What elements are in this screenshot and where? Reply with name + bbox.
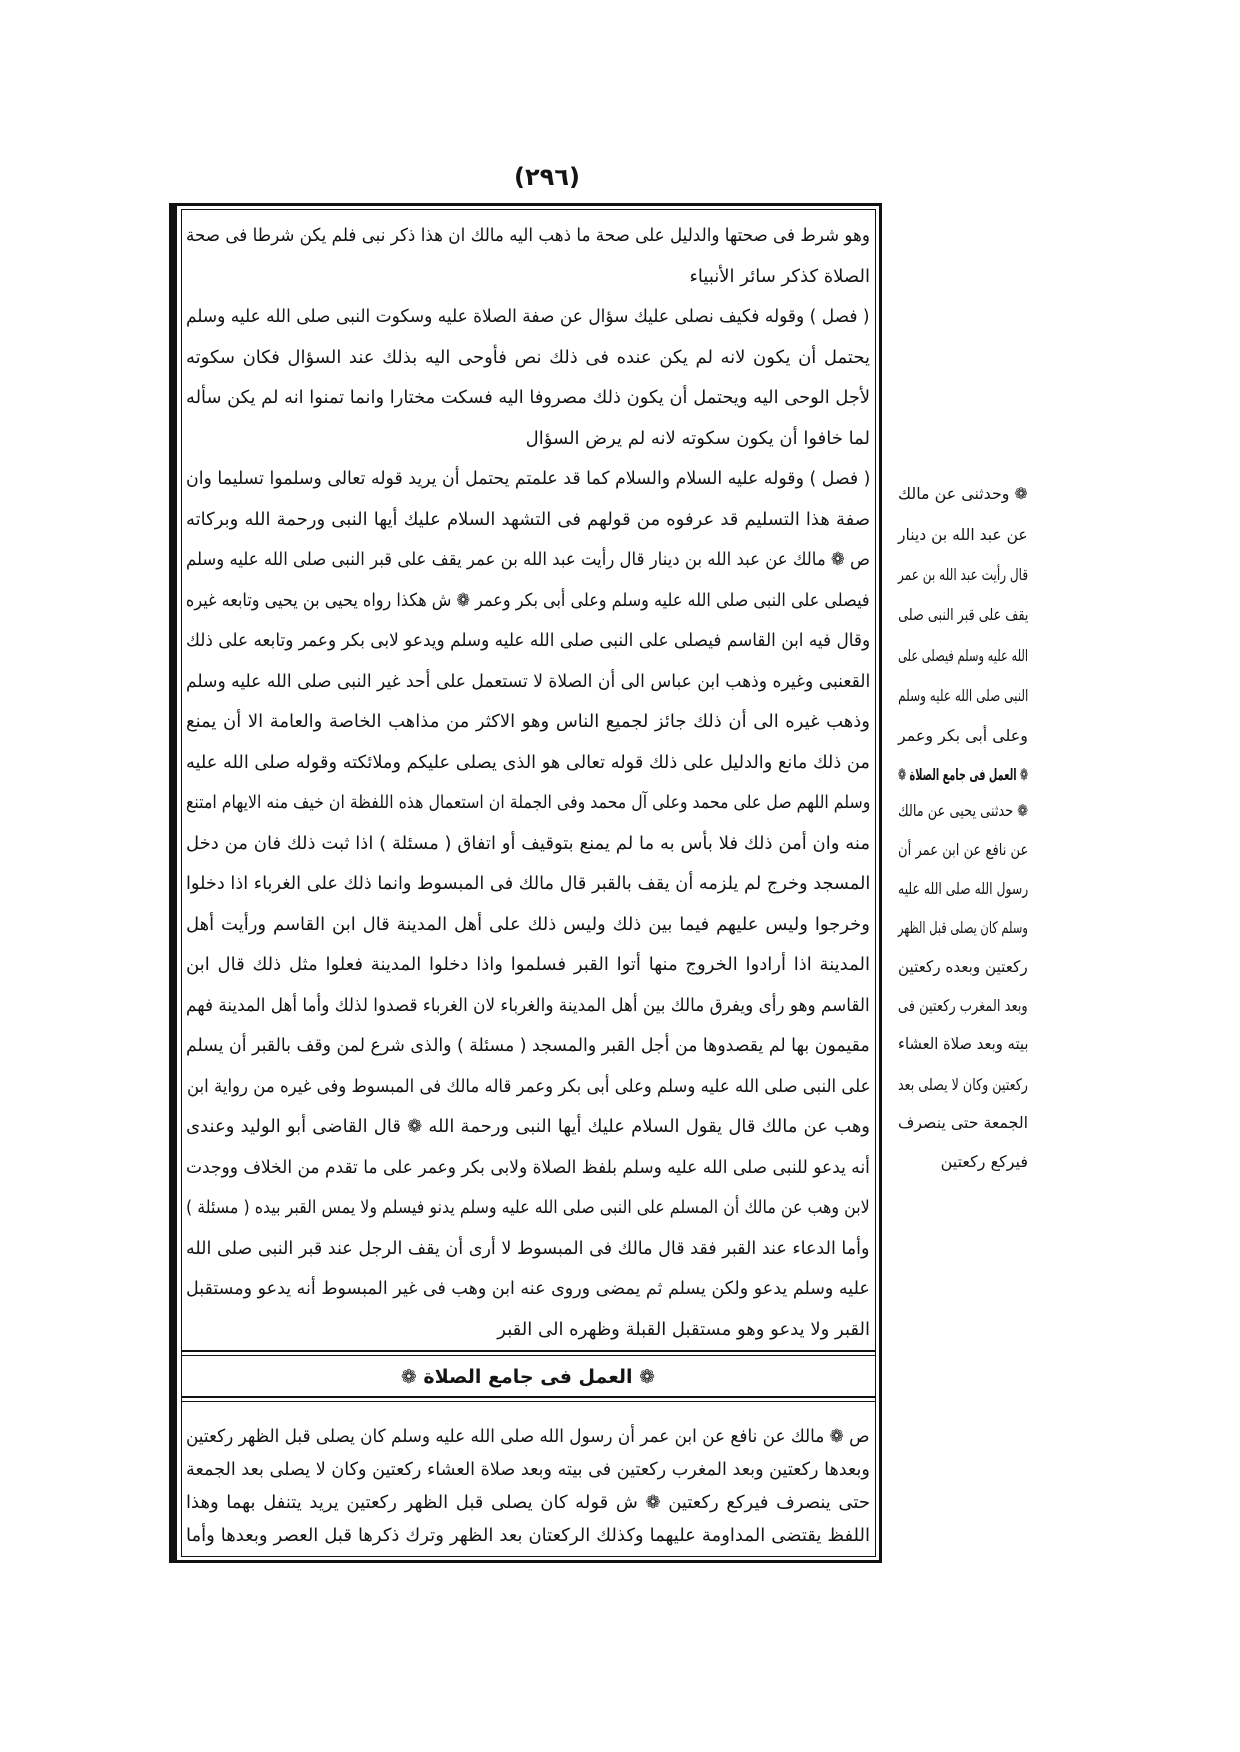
commentary-line-text: وأما الدعاء عند القبر فقد قال مالك فى المبسوط لا أرى أن يقف الرجل عند قبر النبى صلى الله <box>186 1238 870 1259</box>
commentary-line <box>186 1232 870 1266</box>
commentary-line <box>186 1455 870 1485</box>
commentary-line-text: على النبى صلى الله عليه وسلم وعلى أبى بكر وعمر قاله مالك فى المبسوط وفى غيره من رواية ابن <box>186 1076 870 1097</box>
margin-line-text: وبعد المغرب ركعتين فى <box>898 996 1028 1015</box>
margin-line <box>898 559 1028 591</box>
commentary-line-text: وبعدها ركعتين وبعد المغرب ركعتين فى بيته وبعد صلاة العشاء ركعتين وكان لا يصلى بعد الجمعة <box>186 1459 870 1480</box>
commentary-line-text: لأجل الوحى اليه ويحتمل أن يكون ذلك مصروفا اليه فسكت مختارا وانما تمنوا انه لم يكن سأله <box>185 387 870 408</box>
margin-line-text: ركعتين وكان لا يصلى بعد <box>898 1075 1028 1094</box>
margin-line-text: وعلى أبى بكر وعمر <box>898 726 1028 745</box>
commentary-line <box>186 219 870 253</box>
margin-line <box>898 1069 1028 1101</box>
margin-line-text: بيته وبعد صلاة العشاء <box>897 1034 1028 1053</box>
commentary-line <box>186 827 870 861</box>
margin-heading-text: ❁ العمل فى جامع الصلاة ❁ <box>897 765 1028 784</box>
commentary-line-text: وخرجوا وليس عليهم فيما بين ذلك وليس ذلك على أهل المدينة قال ابن القاسم ورأيت أهل <box>186 914 870 935</box>
commentary-line-text: لما خافوا أن يكون سكوته لانه لم يرض السؤال <box>525 428 870 449</box>
commentary-line <box>186 1272 870 1306</box>
commentary-line <box>186 746 870 780</box>
margin-line-text: عن عبد الله بن دينار <box>898 525 1028 544</box>
commentary-line <box>186 1151 870 1185</box>
commentary-line <box>186 989 870 1023</box>
commentary-line-text: ( فصل ) وقوله فكيف نصلى عليك سؤال عن صفة الصلاة عليه وسكوت النبى صلى الله عليه وسلم <box>186 306 870 327</box>
commentary-line-text: المسجد وخرج لم يلزمه أن يقف بالقبر قال مالك فى المبسوط وانما ذلك على الغرباء اذا دخلوا <box>185 873 870 894</box>
commentary-line <box>186 1070 870 1104</box>
margin-line <box>898 834 1028 866</box>
commentary-line-text: صفة هذا التسليم قد عرفوه من قولهم فى التشهد السلام عليك أيها النبى ورحمة الله وبركاته <box>186 509 870 530</box>
commentary-line <box>186 1191 870 1225</box>
commentary-line <box>186 867 870 901</box>
commentary-line-text: وهب عن مالك قال يقول السلام عليك أيها النبى ورحمة الله ❁ قال القاضى أبو الوليد وعندى <box>186 1116 870 1137</box>
commentary-line-text: فيصلى على النبى صلى الله عليه وسلم وعلى أبى بكر وعمر ❁ ش هكذا رواه يحيى بن يحيى وتابعه غيره <box>186 590 870 611</box>
commentary-line <box>186 462 870 496</box>
commentary-line <box>186 624 870 658</box>
commentary-line-text: القعنبى وغيره وذهب ابن عباس الى أن الصلاة لا تستعمل على أحد غير النبى صلى الله عليه وسلم <box>185 671 870 692</box>
margin-line <box>898 519 1028 551</box>
commentary-line-text: ( فصل ) وقوله عليه السلام والسلام كما قد علمتم يحتمل أن يريد قوله تعالى وسلموا تسليما وان <box>185 468 870 489</box>
margin-line-text: الله عليه وسلم فيصلى على <box>897 646 1028 665</box>
margin-line <box>898 478 1028 510</box>
commentary-line <box>186 260 870 294</box>
commentary-line-text: أنه يدعو للنبى صلى الله عليه وسلم بلفظ الصلاة ولابى بكر وعمر على ما تقدم من الخلاف ووجدت <box>186 1157 870 1178</box>
commentary-line-text: عليه وسلم يدعو ولكن يسلم ثم يمضى وروى عنه ابن وهب فى غير المبسوط أنه يدعو ومستقبل <box>186 1278 870 1299</box>
commentary-line-text: ص ❁ مالك عن نافع عن ابن عمر أن رسول الله صلى الله عليه وسلم كان يصلى قبل الظهر ركعتين <box>186 1426 870 1447</box>
commentary-line <box>186 543 870 577</box>
commentary-line-text: اللفظ يقتضى المداومة عليهما وكذلك الركعتان بعد الظهر وترك ذكرها قبل العصر وبعدها وأما <box>186 1525 870 1546</box>
commentary-line <box>186 665 870 699</box>
margin-line-text: الجمعة حتى ينصرف <box>898 1113 1028 1132</box>
commentary-line <box>186 1488 870 1518</box>
margin-section-heading <box>898 759 1028 791</box>
margin-line-text: فيركع ركعتين <box>940 1152 1028 1171</box>
commentary-line-text: المدينة اذا أرادوا الخروج منها أتوا القبر فسلموا واذا دخلوا المدينة فعلوا مثل ذلك قال ابن <box>186 954 870 975</box>
section-rule-bottom <box>181 1396 876 1402</box>
margin-line <box>898 680 1028 712</box>
margin-line-text: وسلم كان يصلى قبل الظهر <box>898 918 1028 937</box>
margin-line-text: النبى صلى الله عليه وسلم <box>897 686 1028 705</box>
margin-line-text: ❁ حدثنى يحيى عن مالك <box>897 801 1028 820</box>
margin-line <box>898 640 1028 672</box>
margin-line-text: يقف على قبر النبى صلى <box>897 605 1028 624</box>
commentary-line <box>186 705 870 739</box>
commentary-line <box>186 948 870 982</box>
margin-line-text: قال رأيت عبد الله بن عمر <box>897 565 1028 584</box>
commentary-line <box>186 1313 870 1347</box>
margin-line <box>898 720 1028 752</box>
page-number: (٢٩٦) <box>514 163 580 191</box>
section-rule-top <box>181 1350 876 1356</box>
margin-line-text: ❁ وحدثنى عن مالك <box>898 484 1028 503</box>
section-heading: ❁ العمل فى جامع الصلاة ❁ <box>400 1366 656 1388</box>
commentary-line <box>186 300 870 334</box>
commentary-line-text: وذهب غيره الى أن ذلك جائز لجميع الناس وهو الاكثر من مذاهب الخاصة والعامة الا أن يمنع <box>186 711 870 732</box>
commentary-line-text: وقال فيه ابن القاسم فيصلى على النبى صلى الله عليه وسلم ويدعو لابى بكر وعمر وتابعه على ذلك <box>185 630 870 651</box>
commentary-line-text: وهو شرط فى صحتها والدليل على صحة ما ذهب اليه مالك ان هذا ذكر نبى فلم يكن شرطا فى صحة <box>186 225 870 246</box>
margin-line-text: عن نافع عن ابن عمر أن <box>897 840 1028 859</box>
commentary-line <box>186 381 870 415</box>
margin-line <box>898 1028 1028 1060</box>
margin-line <box>898 1107 1028 1139</box>
commentary-line-text: منه وان أمن ذلك فلا بأس به ما لم يمنع بتوقيف أو اتفاق ( مسئلة ) اذا ثبت ذلك فان من دخل <box>186 833 870 854</box>
margin-line <box>898 795 1028 827</box>
commentary-line-text: حتى ينصرف فيركع ركعتين ❁ ش قوله كان يصلى قبل الظهر ركعتين يريد يتنفل بهما وهذا <box>186 1492 870 1513</box>
commentary-line <box>186 422 870 456</box>
commentary-line <box>186 584 870 618</box>
commentary-line-text: مقيمون بها لم يقصدوها من أجل القبر والمسجد ( مسئلة ) والذى شرع لمن وقف بالقبر أن يسلم <box>186 1035 870 1056</box>
commentary-line <box>186 1029 870 1063</box>
margin-line <box>898 1146 1028 1178</box>
margin-line <box>898 912 1028 944</box>
commentary-line-text: لابن وهب عن مالك أن المسلم على النبى صلى الله عليه وسلم يدنو فيسلم ولا يمس القبر بيده ( مسئلة ) <box>186 1197 870 1218</box>
commentary-line <box>186 786 870 820</box>
margin-line <box>898 599 1028 631</box>
commentary-line <box>186 908 870 942</box>
margin-line <box>898 990 1028 1022</box>
margin-line-text: رسول الله صلى الله عليه <box>897 879 1028 898</box>
commentary-line <box>186 341 870 375</box>
margin-line-text: ركعتين وبعده ركعتين <box>898 957 1028 976</box>
commentary-line-text: وسلم اللهم صل على محمد وعلى آل محمد وفى الجملة ان استعمال هذه اللفظة ان خيف منه الايهام امتنع <box>185 792 870 813</box>
commentary-line-text: القبر ولا يدعو وهو مستقبل القبلة وظهره الى القبر <box>497 1319 870 1340</box>
commentary-line <box>186 1422 870 1452</box>
commentary-line <box>186 1521 870 1551</box>
commentary-line-text: يحتمل أن يكون لانه لم يكن عنده فى ذلك نص فأوحى اليه بذلك عند السؤال فكان سكوته <box>186 347 870 368</box>
commentary-line <box>186 503 870 537</box>
commentary-line-text: من ذلك مانع والدليل على ذلك قوله تعالى هو الذى يصلى عليكم وملائكته وقوله صلى الله عليه <box>186 752 870 773</box>
margin-line <box>898 951 1028 983</box>
commentary-line-text: ص ❁ مالك عن عبد الله بن دينار قال رأيت عبد الله بن عمر يقف على قبر النبى صلى الله عليه وسلم <box>186 549 870 570</box>
commentary-line-text: الصلاة كذكر سائر الأنبياء <box>689 266 870 287</box>
margin-line <box>898 873 1028 905</box>
commentary-line-text: القاسم وهو رأى ويفرق مالك بين أهل المدينة والغرباء لان الغرباء قصدوا لذلك وأما أهل المدينة فهم <box>186 995 870 1016</box>
commentary-line <box>186 1110 870 1144</box>
